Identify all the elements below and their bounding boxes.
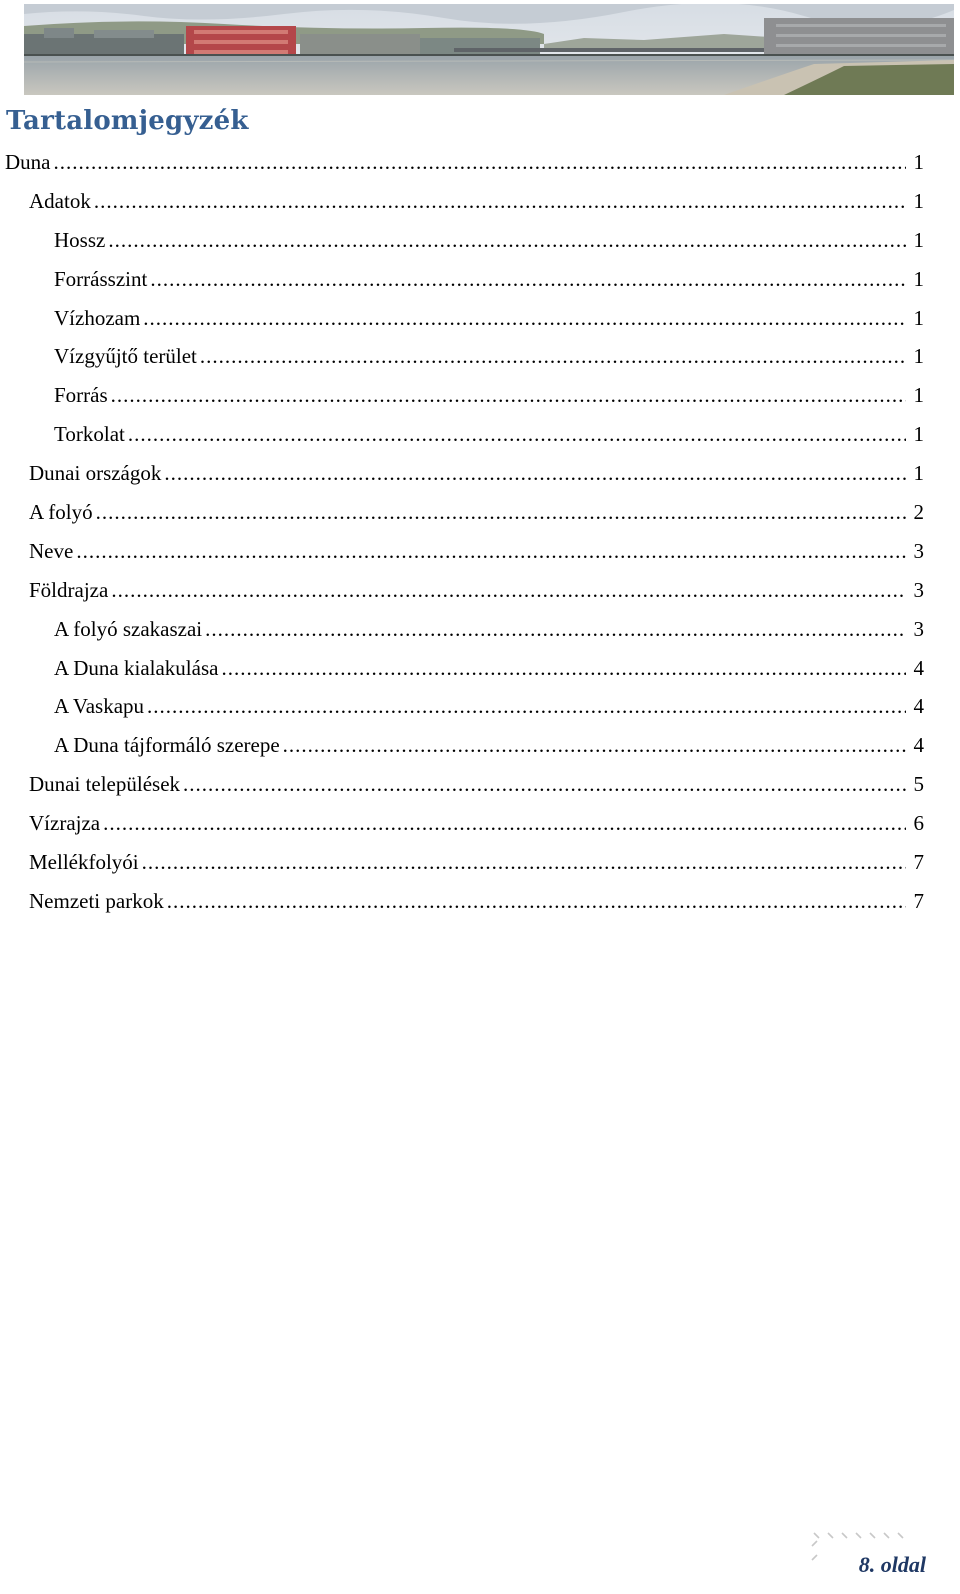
toc-entry[interactable] — [0, 493, 960, 532]
toc-entry-text: Mellékfolyói — [29, 849, 139, 874]
toc-entry-page-number: 4 — [913, 733, 924, 758]
toc-entry-page-number: 1 — [913, 149, 924, 174]
toc-entry-text: Adatok — [29, 188, 91, 213]
toc-entry-text: Nemzeti parkok — [29, 888, 164, 913]
toc-dot-leader — [96, 502, 906, 523]
toc-entry[interactable] — [0, 649, 960, 688]
toc-entry-page-number: 7 — [913, 849, 924, 874]
toc-entry[interactable] — [0, 532, 960, 571]
toc-entry-text: Dunai települések — [29, 772, 181, 797]
toc-entry-text: Dunai országok — [29, 461, 162, 486]
toc-entry-page-number: 5 — [913, 772, 924, 797]
toc-entry-text: A Duna tájformáló szerepe — [54, 733, 280, 758]
toc-entry[interactable] — [0, 571, 960, 610]
table-of-contents — [0, 143, 960, 921]
toc-entry[interactable] — [0, 454, 960, 493]
toc-entry-page-number: 3 — [913, 538, 924, 563]
toc-entry-text: Forrásszint — [54, 266, 148, 291]
toc-dot-leader — [283, 735, 906, 756]
toc-dot-leader — [54, 152, 907, 173]
toc-dot-leader — [183, 774, 906, 795]
toc-title: Tartalomjegyzék — [6, 106, 249, 136]
toc-dot-leader — [111, 580, 906, 601]
toc-dot-leader — [143, 308, 906, 329]
toc-entry-page-number: 1 — [913, 227, 924, 252]
toc-entry-page-number: 1 — [913, 344, 924, 369]
toc-entry[interactable] — [0, 726, 960, 765]
toc-entry[interactable] — [0, 610, 960, 649]
toc-entry-text: A folyó — [29, 499, 93, 524]
toc-dot-leader — [164, 463, 906, 484]
toc-entry[interactable] — [0, 260, 960, 299]
toc-dot-leader — [150, 269, 906, 290]
header-banner-image — [24, 4, 954, 95]
toc-entry[interactable] — [0, 299, 960, 338]
toc-dot-leader — [108, 230, 906, 251]
toc-entry-text: A Duna kialakulása — [54, 655, 219, 680]
toc-entry-text: Neve — [29, 538, 74, 563]
page-number-label: 8. oldal — [858, 1552, 926, 1577]
toc-entry-page-number: 1 — [913, 266, 924, 291]
toc-entry-page-number: 1 — [913, 188, 924, 213]
toc-entry[interactable] — [0, 765, 960, 804]
toc-entry[interactable] — [0, 143, 960, 182]
page-footer — [810, 1530, 930, 1578]
toc-entry[interactable] — [0, 804, 960, 843]
toc-entry-text: Vízrajza — [29, 811, 101, 836]
toc-entry[interactable] — [0, 376, 960, 415]
toc-entry-text: A folyó szakaszai — [54, 616, 203, 641]
toc-entry-text: Hossz — [54, 227, 106, 252]
toc-entry-page-number: 4 — [913, 694, 924, 719]
toc-entry-text: Földrajza — [29, 577, 109, 602]
toc-dot-leader — [205, 619, 906, 640]
toc-dot-leader — [103, 813, 906, 834]
toc-dot-leader — [200, 346, 906, 367]
toc-entry-text: Duna — [5, 149, 51, 174]
toc-entry-page-number: 1 — [913, 461, 924, 486]
toc-entry-text: Vízgyűjtő terület — [54, 344, 197, 369]
toc-entry-page-number: 7 — [913, 888, 924, 913]
toc-entry-page-number: 4 — [913, 655, 924, 680]
toc-entry[interactable] — [0, 687, 960, 726]
toc-entry[interactable] — [0, 415, 960, 454]
toc-entry-page-number: 6 — [913, 811, 924, 836]
toc-dot-leader — [94, 191, 906, 212]
toc-entry-page-number: 2 — [913, 499, 924, 524]
toc-entry-text: Forrás — [54, 383, 108, 408]
toc-entry-text: A Vaskapu — [54, 694, 145, 719]
toc-dot-leader — [76, 541, 906, 562]
toc-entry[interactable] — [0, 337, 960, 376]
toc-dot-leader — [128, 424, 906, 445]
toc-entry-page-number: 1 — [913, 422, 924, 447]
toc-entry[interactable] — [0, 843, 960, 882]
toc-dot-leader — [221, 658, 906, 679]
toc-entry-page-number: 1 — [913, 305, 924, 330]
toc-entry-text: Vízhozam — [54, 305, 141, 330]
toc-entry-page-number: 3 — [913, 616, 924, 641]
toc-entry[interactable] — [0, 182, 960, 221]
toc-entry-text: Torkolat — [54, 422, 125, 447]
toc-dot-leader — [111, 385, 906, 406]
toc-entry-page-number: 3 — [913, 577, 924, 602]
toc-entry[interactable] — [0, 882, 960, 921]
toc-dot-leader — [167, 891, 906, 912]
toc-dot-leader — [142, 852, 906, 873]
toc-dot-leader — [147, 696, 906, 717]
toc-entry-page-number: 1 — [913, 383, 924, 408]
toc-entry[interactable] — [0, 221, 960, 260]
